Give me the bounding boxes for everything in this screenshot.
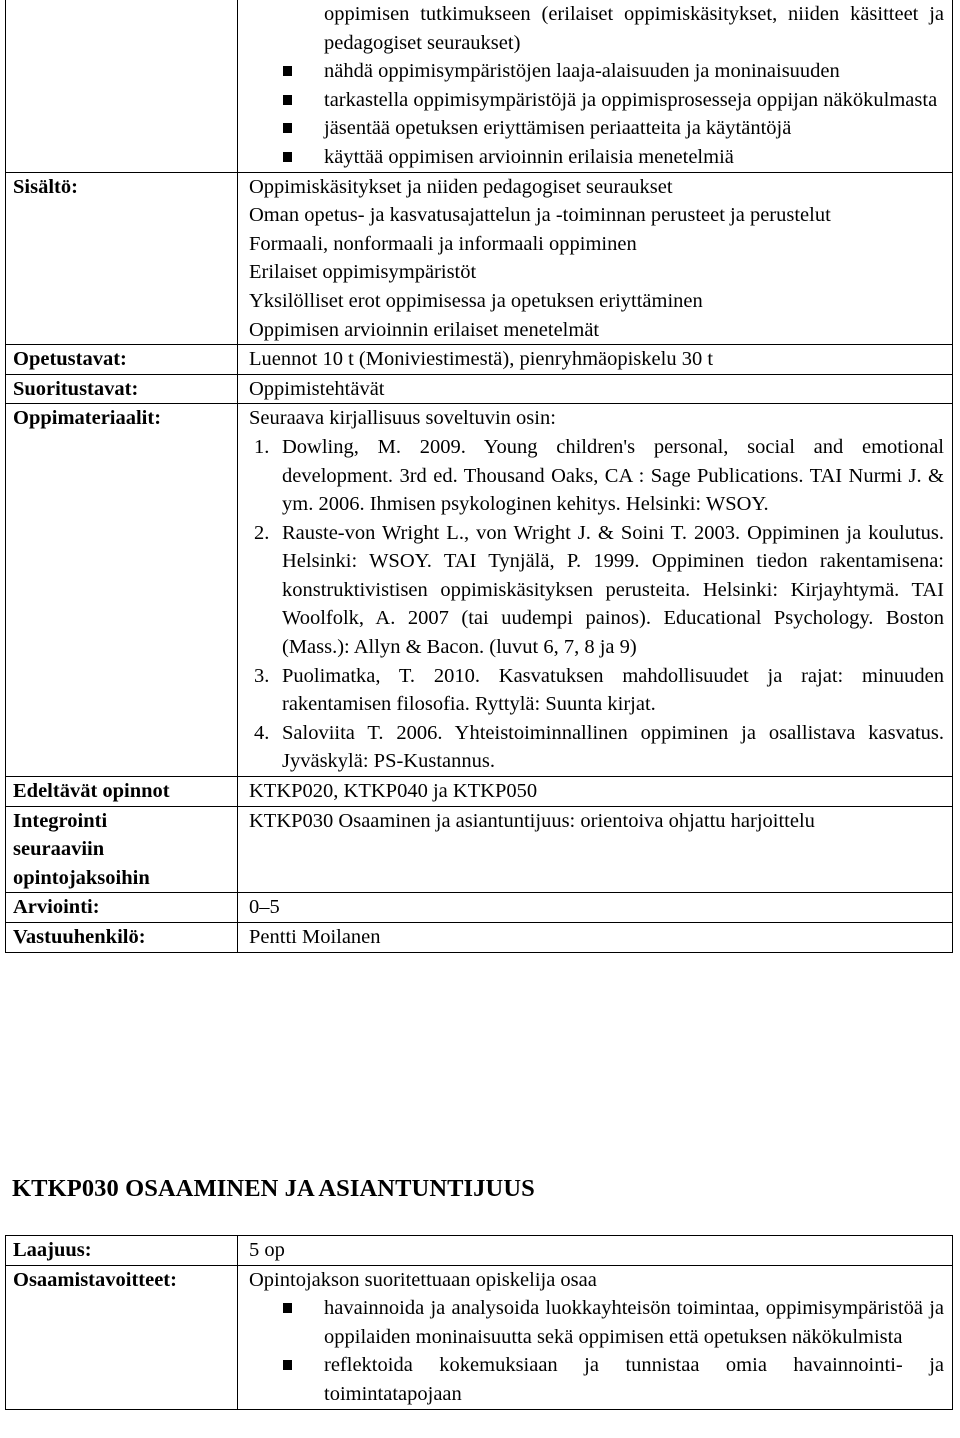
objective-item: havainnoida ja analysoida luokkayhteisön toimintaa, oppimisympäristöä ja oppilaiden moninaisuutta sekä oppimisen että opetuksen näkökulmista bbox=[324, 1294, 944, 1351]
osaamistavoitteet-label: Osaamistavoitteet: bbox=[13, 1268, 177, 1291]
objective-item: nähdä oppimisympäristöjen laaja-alaisuuden ja moninaisuuden bbox=[324, 57, 944, 86]
integrointi-row bbox=[6, 806, 953, 893]
arviointi-label: Arviointi: bbox=[13, 896, 100, 919]
objective-item: reflektoida kokemuksiaan ja tunnistaa omia havainnointi- ja toimintatapojaan bbox=[324, 1351, 944, 1408]
content-line: Oppimiskäsitykset ja niiden pedagogiset seuraukset bbox=[249, 175, 673, 198]
vastuuhenkilo-row bbox=[6, 923, 953, 953]
laajuus-label-cell bbox=[6, 1236, 238, 1266]
integrointi-value: KTKP030 Osaaminen ja asiantuntijuus: orientoiva ohjattu harjoittelu bbox=[238, 806, 953, 893]
objective-continued-text: oppimisen tutkimukseen (erilaiset oppimiskäsitykset, niiden käsitteet ja pedagogiset seuraukset) bbox=[324, 3, 944, 54]
laajuus-row bbox=[6, 1236, 953, 1266]
oppimateriaalit-row bbox=[6, 404, 953, 777]
opetustavat-row bbox=[6, 345, 953, 375]
arviointi-value: 0–5 bbox=[238, 893, 953, 923]
oppimateriaalit-label: Oppimateriaalit: bbox=[13, 407, 162, 430]
course-table-ktkp030 bbox=[5, 1235, 953, 1410]
laajuus-value: 5 op bbox=[238, 1236, 953, 1266]
reference-item: 3. Puolimatka, T. 2010. Kasvatuksen mahdollisuudet ja rajat: minuuden rakentamisen filosofia. Ryttylä: Suunta kirjat. bbox=[254, 664, 944, 716]
integrointi-label-line: seuraaviin bbox=[13, 838, 105, 861]
reference-item: 4. Saloviita T. 2006. Yhteistoiminnallinen oppiminen ja osallistava kasvatus. Jyväskylä: PS-Kustannus. bbox=[254, 721, 944, 773]
oppimateriaalit-label-cell bbox=[6, 404, 238, 777]
reference-item: 2. Rauste-von Wright L., von Wright J. & Soini T. 2003. Oppiminen ja koulutus. Helsinki: WSOY. TAI Tynjälä, P. 1999. Oppiminen tiedon rakentamisena: konstruktivistisen oppimiskäsityksen perusteita. Helsinki: Kirjayhtymä. TAI Woolfolk, A. 2007 (tai uudempi painos). Educational Psychology. Boston (Mass.): Allyn & Bacon. (luvut 6, 7, 8 ja 9) bbox=[254, 521, 944, 659]
materials-intro: Seuraava kirjallisuus soveltuvin osin: bbox=[249, 407, 556, 430]
sisalto-label: Sisältö: bbox=[13, 175, 78, 198]
continued-objectives-cell bbox=[238, 0, 953, 172]
osaamistavoitteet-label-cell bbox=[6, 1265, 238, 1409]
objective-item bbox=[324, 0, 944, 57]
section-title: KTKP030 OSAAMINEN JA ASIANTUNTIJUUS bbox=[12, 1175, 535, 1202]
learning-objectives-list bbox=[249, 1294, 944, 1408]
objective-item: tarkastella oppimisympäristöjä ja oppimisprosesseja oppijan näkökulmasta bbox=[324, 86, 944, 115]
osaamistavoitteet-value-cell bbox=[238, 1265, 953, 1409]
vastuuhenkilo-label: Vastuuhenkilö: bbox=[13, 926, 146, 948]
content-line: Erilaiset oppimisympäristöt bbox=[249, 261, 477, 284]
integrointi-label-line: opintojaksoihin bbox=[13, 866, 150, 889]
suoritustavat-label-cell bbox=[6, 374, 238, 404]
opetustavat-label-cell bbox=[6, 345, 238, 375]
oppimateriaalit-value-cell bbox=[238, 404, 953, 777]
content-line: Oman opetus- ja kasvatusajattelun ja -toiminnan perusteet ja perustelut bbox=[249, 204, 831, 227]
objectives-list-continued bbox=[249, 0, 944, 57]
objective-item: käyttää oppimisen arvioinnin erilaisia menetelmiä bbox=[324, 143, 944, 172]
integrointi-label-cell bbox=[6, 806, 238, 893]
edeltavat-row bbox=[6, 777, 953, 807]
laajuus-label: Laajuus: bbox=[13, 1239, 92, 1261]
edeltavat-label: Edeltävät opinnot bbox=[13, 780, 170, 803]
content-line: Oppimisen arvioinnin erilaiset menetelmät bbox=[249, 318, 600, 341]
suoritustavat-row bbox=[6, 374, 953, 404]
opetustavat-value: Luennot 10 t (Moniviestimestä), pienryhmäopiskelu 30 t bbox=[238, 345, 953, 375]
continued-label-cell bbox=[6, 0, 238, 172]
course-table-ktkp bbox=[5, 0, 953, 953]
vastuuhenkilo-label-cell bbox=[6, 923, 238, 953]
integrointi-label-line: Integrointi bbox=[13, 809, 108, 832]
objectives-intro: Opintojakson suoritettuaan opiskelija osaa bbox=[249, 1268, 597, 1291]
reference-item: 1. Dowling, M. 2009. Young children's personal, social and emotional development. 3rd ed. Thousand Oaks, CA : Sage Publications. TAI Nurmi J. & ym. 2006. Ihmisen psykologinen kehitys. Helsinki: WSOY. bbox=[254, 435, 944, 516]
arviointi-label-cell bbox=[6, 893, 238, 923]
sisalto-label-cell bbox=[6, 172, 238, 345]
continued-objectives-row bbox=[6, 0, 953, 172]
opetustavat-label: Opetustavat: bbox=[13, 348, 127, 371]
edeltavat-label-cell bbox=[6, 777, 238, 807]
osaamistavoitteet-row bbox=[6, 1265, 953, 1409]
vastuuhenkilo-value: Pentti Moilanen bbox=[238, 923, 953, 953]
suoritustavat-value: Oppimistehtävät bbox=[238, 374, 953, 404]
objective-item: jäsentää opetuksen eriyttämisen periaatteita ja käytäntöjä bbox=[324, 114, 944, 143]
sisalto-value-cell bbox=[238, 172, 953, 345]
arviointi-row bbox=[6, 893, 953, 923]
sisalto-row bbox=[6, 172, 953, 345]
edeltavat-value: KTKP020, KTKP040 ja KTKP050 bbox=[238, 777, 953, 807]
objectives-list bbox=[249, 57, 944, 171]
suoritustavat-label: Suoritustavat: bbox=[13, 377, 139, 400]
content-line: Formaali, nonformaali ja informaali oppiminen bbox=[249, 232, 637, 255]
reference-list bbox=[249, 433, 944, 776]
content-line: Yksilölliset erot oppimisessa ja opetuksen eriyttäminen bbox=[249, 289, 703, 312]
